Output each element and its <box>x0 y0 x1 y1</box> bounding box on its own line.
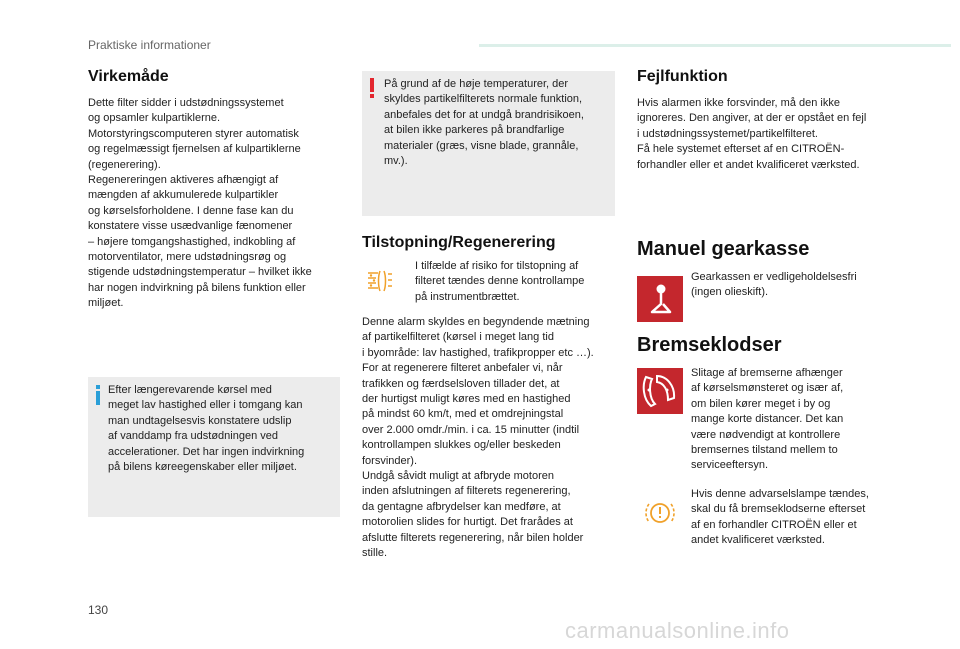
page-number: 130 <box>88 603 109 617</box>
text-line: (ingen olieskift). <box>691 286 769 299</box>
info-box-text <box>108 383 336 475</box>
text-line: konstatere visse usædvanlige fænomener <box>88 220 293 233</box>
watermark: carmanualsonline.info <box>565 618 790 643</box>
text-line: af vanddamp fra udstødningen ved <box>108 430 279 443</box>
text-line: på instrumentbrættet. <box>415 290 520 303</box>
text-line: skyldes partikelfilterets normale funktion, <box>384 93 583 106</box>
tilstopning-icon-text <box>415 259 615 305</box>
heading-bremseklodser: Bremseklodser <box>637 334 782 356</box>
text-line: motorventilator, mere udstødningsrøg og <box>88 251 287 264</box>
text-line: i byområde: lav hastighed, trafikpropper etc …). <box>362 346 594 359</box>
text-line: da gentagne afbrydelser kan medføre, at <box>362 500 561 513</box>
text-line: serviceeftersyn. <box>691 459 769 472</box>
heading-tilstopning: Tilstopning/Regenerering <box>362 234 556 251</box>
text-line: mange korte distancer. Det kan <box>691 413 844 426</box>
text-line: materialer (græs, visne blade, grannåle, <box>384 139 579 152</box>
header-accent-bar <box>479 44 951 47</box>
gear-lever-icon <box>637 276 683 322</box>
text-line: motorolien slides for hurtigt. Det frarådes at <box>362 516 573 529</box>
text-line: meget lav hastighed eller i tomgang kan <box>108 399 303 412</box>
brake-pads-icon <box>637 368 683 414</box>
text-line: af en forhandler CITROËN eller et <box>691 518 857 531</box>
brake-warning-icon <box>643 498 677 528</box>
text-line: skal du få bremseklodserne efterset <box>691 503 866 516</box>
text-line: anbefales det for at undgå brandrisikoen, <box>384 108 584 121</box>
text-line: På grund af de høje temperaturer, der <box>384 78 569 90</box>
heading-fejlfunktion: Fejlfunktion <box>637 68 728 85</box>
info-icon-dot <box>96 385 100 389</box>
text-line: Regenereringen aktiveres afhængigt af <box>88 174 279 187</box>
text-line: om bilen kører meget i by og <box>691 397 831 410</box>
text-line: af kørselsmønsteret og især af, <box>691 382 844 395</box>
text-line: og regelmæssigt fjernelsen af kulpartiklerne <box>88 143 301 156</box>
text-line: Hvis alarmen ikke forsvinder, må den ikke <box>637 97 840 109</box>
text-line: accelerationer. Det har ingen indvirkning <box>108 445 305 458</box>
text-line: ignoreres. Den angiver, at der er opstået en fejl <box>637 112 867 125</box>
virkemaade-text <box>88 96 348 312</box>
bremse-text <box>691 366 901 474</box>
text-line: trafikken og færdselsloven tillader det, at <box>362 377 560 390</box>
text-line: på mindst 60 km/t, med et omdrejningstal <box>362 408 564 421</box>
text-line: man undtagelsesvis konstatere udslip <box>108 414 292 427</box>
text-line: Gearkassen er vedligeholdelsesfri <box>691 271 857 283</box>
text-line: i udstødningssystemet/partikelfilteret. <box>637 127 818 140</box>
text-line: (regenerering). <box>88 158 161 171</box>
text-line: – højere tomgangshastighed, indkobling af <box>88 235 296 248</box>
text-line: forhandler eller et andet kvalificeret værksted. <box>637 158 860 171</box>
text-line: være nødvendigt at kontrollere <box>691 428 841 441</box>
text-line: Denne alarm skyldes en begyndende mætning <box>362 316 590 328</box>
bremse-warning-text <box>691 487 906 549</box>
text-line: forsvinder). <box>362 454 418 467</box>
text-line: afslutte filterets regenerering, når bilen holder <box>362 531 584 544</box>
particle-filter-icon <box>365 266 395 296</box>
warning-box-text <box>384 77 612 169</box>
info-icon <box>96 391 100 405</box>
warning-icon <box>370 78 374 92</box>
text-line: over 2.000 omdr./min. i ca. 15 minutter (indtil <box>362 423 580 436</box>
text-line: at bilen ikke parkeres på brandfarlige <box>384 124 565 137</box>
heading-manuel-gearkasse: Manuel gearkasse <box>637 238 810 260</box>
fejlfunktion-text <box>637 96 897 173</box>
warning-icon-dot <box>370 94 374 98</box>
text-line: og kørselsforholdene. I denne fase kan du <box>88 204 294 217</box>
text-line: og opsamler kulpartiklerne. <box>88 112 221 125</box>
text-line: der hurtigst muligt køres med en hastighed <box>362 393 571 406</box>
text-line: på bilens køreegenskaber eller miljøet. <box>108 461 297 474</box>
text-line: har nogen indvirkning på bilens funktion eller <box>88 281 306 294</box>
text-line: mængden af akkumulerede kulpartikler <box>88 189 279 202</box>
text-line: Efter længerevarende kørsel med <box>108 384 272 396</box>
text-line: stille. <box>362 547 388 560</box>
text-line: Undgå såvidt muligt at afbryde motoren <box>362 470 554 483</box>
text-line: Få hele systemet efterset af en CITROËN- <box>637 143 845 156</box>
text-line: andet kvalificeret værksted. <box>691 534 825 547</box>
text-line: I tilfælde af risiko for tilstopning af <box>415 260 579 272</box>
text-line: stigende udstødningstemperatur – hvilket ikke <box>88 266 312 279</box>
text-line: Dette filter sidder i udstødningssystemet <box>88 97 284 109</box>
manuel-text <box>691 270 901 301</box>
text-line: For at regenerere filteret anbefaler vi, når <box>362 362 563 375</box>
text-line: bremsernes tilstand mellem to <box>691 444 838 457</box>
text-line: kontrollampen slukkes og/eller beskeden <box>362 439 561 452</box>
text-line: Hvis denne advarselslampe tændes, <box>691 488 869 500</box>
text-line: Slitage af bremserne afhænger <box>691 367 843 379</box>
section-header: Praktiske informationer <box>88 38 211 52</box>
heading-virkemaade: Virkemåde <box>88 68 169 85</box>
tilstopning-text <box>362 315 618 562</box>
text-line: inden afslutningen af filterets regenerering, <box>362 485 571 498</box>
text-line: af partikelfilteret (kørsel i meget lang tid <box>362 331 554 344</box>
text-line: miljøet. <box>88 297 124 310</box>
text-line: filteret tændes denne kontrollampe <box>415 275 585 288</box>
text-line: Motorstyringscomputeren styrer automatisk <box>88 127 299 140</box>
text-line: mv.). <box>384 155 408 168</box>
